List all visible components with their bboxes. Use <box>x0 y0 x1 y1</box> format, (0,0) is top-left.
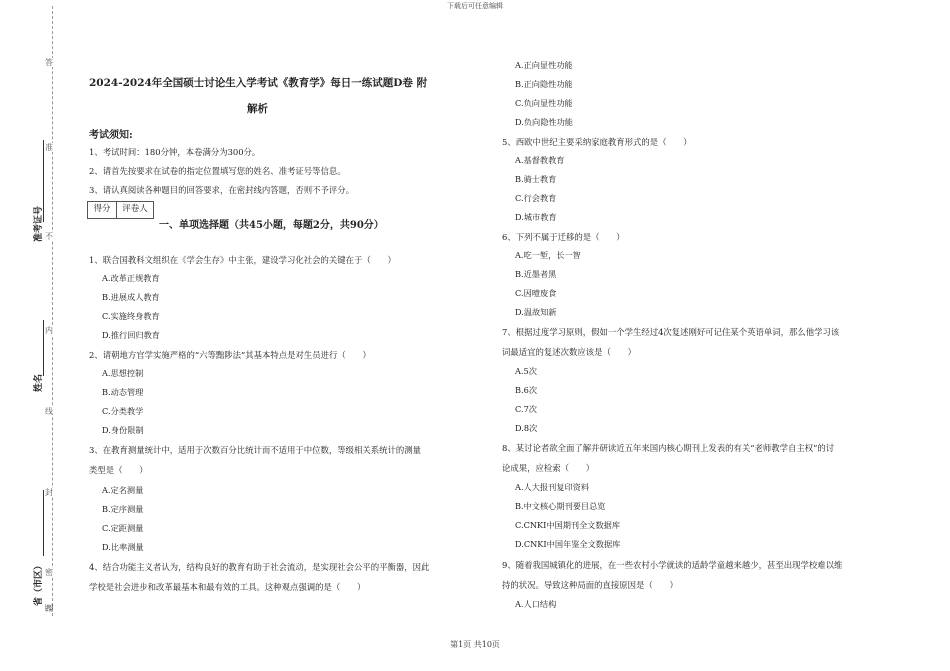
province-label: 省（市区） <box>34 560 44 606</box>
score-cell: 得分 <box>88 202 117 218</box>
answer-option[interactable]: C.分类教学 <box>102 406 144 416</box>
question-text: 词最适宜的复述次数应该是（ ） <box>502 347 636 357</box>
answer-option[interactable]: C.CNKI中国期刊全文数据库 <box>515 520 621 530</box>
grader-cell: 评卷人 <box>122 204 148 214</box>
notice-item: 3、请认真阅读各种题目的回答要求，在密封线内答题，否则不予评分。 <box>89 185 354 195</box>
top-note: 下载后可任意编辑 <box>447 2 503 10</box>
notice-item: 2、请首先按要求在试卷的指定位置填写您的姓名、准考证号等信息。 <box>89 166 346 176</box>
answer-option[interactable]: B.正向隐性功能 <box>515 79 573 89</box>
answer-option[interactable]: B.定序测量 <box>102 504 144 514</box>
name-field[interactable] <box>43 320 44 376</box>
seal-char: 线 <box>45 407 53 416</box>
answer-option[interactable]: A.5次 <box>515 366 537 376</box>
answer-option[interactable]: D.推行回归教育 <box>102 330 160 340</box>
question-text: 3、在教育测量统计中，适用于次数百分比统计而不适用于中位数，等级相关系统计的测量 <box>89 445 421 455</box>
answer-option[interactable]: B.动态管理 <box>102 387 144 397</box>
answer-option[interactable]: A.改革正规教育 <box>102 273 160 283</box>
answer-option[interactable]: C.因噎废食 <box>515 288 557 298</box>
answer-option[interactable]: D.CNKI中国年鉴全文数据库 <box>515 539 621 549</box>
answer-option[interactable]: A.正向显性功能 <box>515 60 573 70</box>
question-text: 6、下列不属于迁移的是（ ） <box>502 232 625 242</box>
seal-char: 答 <box>45 58 53 67</box>
answer-option[interactable]: C.定距测量 <box>102 523 144 533</box>
answer-option[interactable]: A.思想控制 <box>102 368 144 378</box>
admission-number-field[interactable] <box>43 140 44 222</box>
question-text: 8、某讨论者欲全面了解并研读近五年来国内核心期刊上发表的有关“老师教学自主权”的讨 <box>502 443 835 453</box>
notice-item: 1、考试时间：180分钟，本卷满分为300分。 <box>89 147 261 157</box>
seal-char: 不 <box>45 232 53 241</box>
seal-char: 内 <box>45 326 53 335</box>
question-text: 7、根据过度学习原则，假如一个学生经过4次复述刚好可记住某个英语单词，那么他学习该 <box>502 327 840 337</box>
answer-option[interactable]: A.吃一堑，长一智 <box>515 250 581 260</box>
answer-option[interactable]: A.定名测量 <box>102 485 144 495</box>
answer-option[interactable]: B.近墨者黑 <box>515 269 557 279</box>
question-text: 2、请朝地方官学实施严格的“六等黜陟法”其基本特点是对生员进行（ ） <box>89 350 371 360</box>
question-text: 论成果，应检索（ ） <box>502 463 595 473</box>
answer-option[interactable]: D.负向隐性功能 <box>515 117 573 127</box>
answer-option[interactable]: D.比率测量 <box>102 542 144 552</box>
seal-char-extra: 题 <box>45 604 54 612</box>
province-field[interactable] <box>43 490 44 556</box>
answer-option[interactable]: C.7次 <box>515 404 537 414</box>
answer-option[interactable]: B.中文核心期刊要目总览 <box>515 501 606 511</box>
answer-option[interactable]: C.负向显性功能 <box>515 98 573 108</box>
seal-char: 封 <box>45 488 53 497</box>
answer-option[interactable]: B.进展成人教育 <box>102 292 160 302</box>
question-text: 类型是（ ） <box>89 465 148 475</box>
question-text: 1、联合国教科文组织在《学会生存》中主张，建设学习化社会的关键在于（ ） <box>89 255 396 265</box>
answer-option[interactable]: D.城市教育 <box>515 212 557 222</box>
answer-option[interactable]: B.6次 <box>515 385 538 395</box>
answer-option[interactable]: D.身份限制 <box>102 425 144 435</box>
seal-char: 密 <box>45 568 53 577</box>
answer-option[interactable]: A.人口结构 <box>515 599 557 609</box>
question-text: 持的状况。导致这种局面的直接原因是（ ） <box>502 580 678 590</box>
question-text: 学校是社会进步和改革最基本和最有效的工具。这种观点强调的是（ ） <box>89 582 366 592</box>
question-text: 4、结合功能主义者认为，结构良好的教育有助于社会流动，是实现社会公平的平衡器，因此 <box>89 562 430 572</box>
answer-option[interactable]: D.温故知新 <box>515 307 557 317</box>
name-label: 姓名 <box>34 373 44 392</box>
page-title-line2: 解析 <box>247 103 268 115</box>
page-footer: 第1页 共10页 <box>450 640 500 649</box>
answer-option[interactable]: C.实施终身教育 <box>102 311 160 321</box>
section-title: 一、单项选择题（共45小题，每题2分，共90分） <box>159 220 384 231</box>
notice-heading: 考试须知: <box>89 130 133 141</box>
score-box <box>87 201 154 219</box>
answer-option[interactable]: B.骑士教育 <box>515 174 557 184</box>
answer-option[interactable]: A.人大报刊复印资料 <box>515 482 590 492</box>
page-title: 2024-2024年全国硕士讨论生入学考试《教育学》每日一练试题D卷 附 <box>89 77 428 89</box>
admission-number-label: 准考证号 <box>34 205 44 242</box>
answer-option[interactable]: C.行会教育 <box>515 193 557 203</box>
seal-char: 准 <box>45 143 53 152</box>
answer-option[interactable]: D.8次 <box>515 423 538 433</box>
question-text: 9、随着我国城镇化的进展，在一些农村小学就读的适龄学童越来越少，甚至出现学校难以维 <box>502 560 843 570</box>
seal-line <box>52 6 53 616</box>
answer-option[interactable]: A.基督教教育 <box>515 155 565 165</box>
question-text: 5、西欧中世纪主要采纳家庭教育形式的是（ ） <box>502 137 692 147</box>
